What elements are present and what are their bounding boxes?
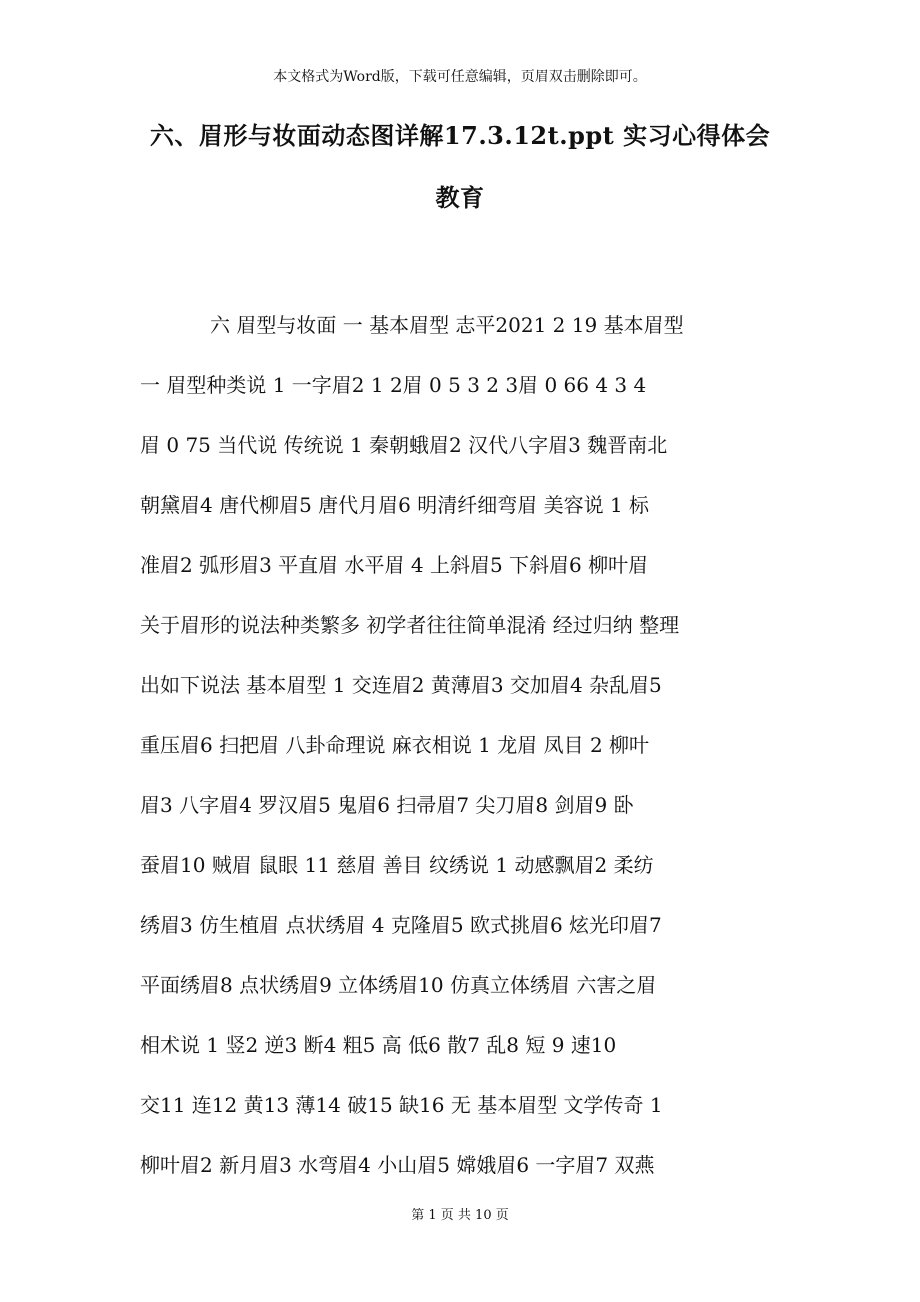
body-line: 交11 连12 黄13 薄14 破15 缺16 无 基本眉型 文学传奇 1 — [140, 1093, 663, 1117]
body-line: 六 眉型与妆面 一 基本眉型 志平2021 2 19 基本眉型 — [210, 313, 684, 337]
body-line: 眉 0 75 当代说 传统说 1 秦朝蛾眉2 汉代八字眉3 魏晋南北 — [140, 433, 668, 457]
body-line: 准眉2 弧形眉3 平直眉 水平眉 4 上斜眉5 下斜眉6 柳叶眉 — [140, 553, 649, 577]
body-line: 绣眉3 仿生植眉 点状绣眉 4 克隆眉5 欧式挑眉6 炫光印眉7 — [140, 913, 662, 937]
header-note: 本文格式为Word版，下载可任意编辑，页眉双击删除即可。 — [273, 69, 647, 85]
body-line: 柳叶眉2 新月眉3 水弯眉4 小山眉5 嫦娥眉6 一字眉7 双燕 — [140, 1153, 655, 1177]
body-line: 关于眉形的说法种类繁多 初学者往往简单混淆 经过归纳 整理 — [140, 613, 680, 637]
page-footer: 第 1 页 共 10 页 — [411, 1208, 509, 1223]
body-line: 相术说 1 竖2 逆3 断4 粗5 高 低6 散7 乱8 短 9 速10 — [140, 1033, 617, 1057]
body-text — [140, 295, 780, 1195]
body-line: 平面绣眉8 点状绣眉9 立体绣眉10 仿真立体绣眉 六害之眉 — [140, 973, 657, 997]
body-line: 一 眉型种类说 1 一字眉2 1 2眉 0 5 3 2 3眉 0 66 4 3 4 — [140, 373, 647, 397]
body-line: 重压眉6 扫把眉 八卦命理说 麻衣相说 1 龙眉 凤目 2 柳叶 — [140, 733, 650, 757]
body-line: 眉3 八字眉4 罗汉眉5 鬼眉6 扫帚眉7 尖刀眉8 剑眉9 卧 — [140, 793, 634, 817]
body-line: 朝黛眉4 唐代柳眉5 唐代月眉6 明清纤细弯眉 美容说 1 标 — [140, 493, 650, 517]
document-title-line-1: 六、眉形与妆面动态图详解17.3.12t.ppt 实习心得体会 — [149, 121, 771, 150]
body-line: 出如下说法 基本眉型 1 交连眉2 黄薄眉3 交加眉4 杂乱眉5 — [140, 673, 662, 697]
document-title-line-2: 教育 — [435, 183, 485, 212]
body-line: 蚕眉10 贼眉 鼠眼 11 慈眉 善目 纹绣说 1 动感飘眉2 柔纺 — [140, 853, 654, 877]
